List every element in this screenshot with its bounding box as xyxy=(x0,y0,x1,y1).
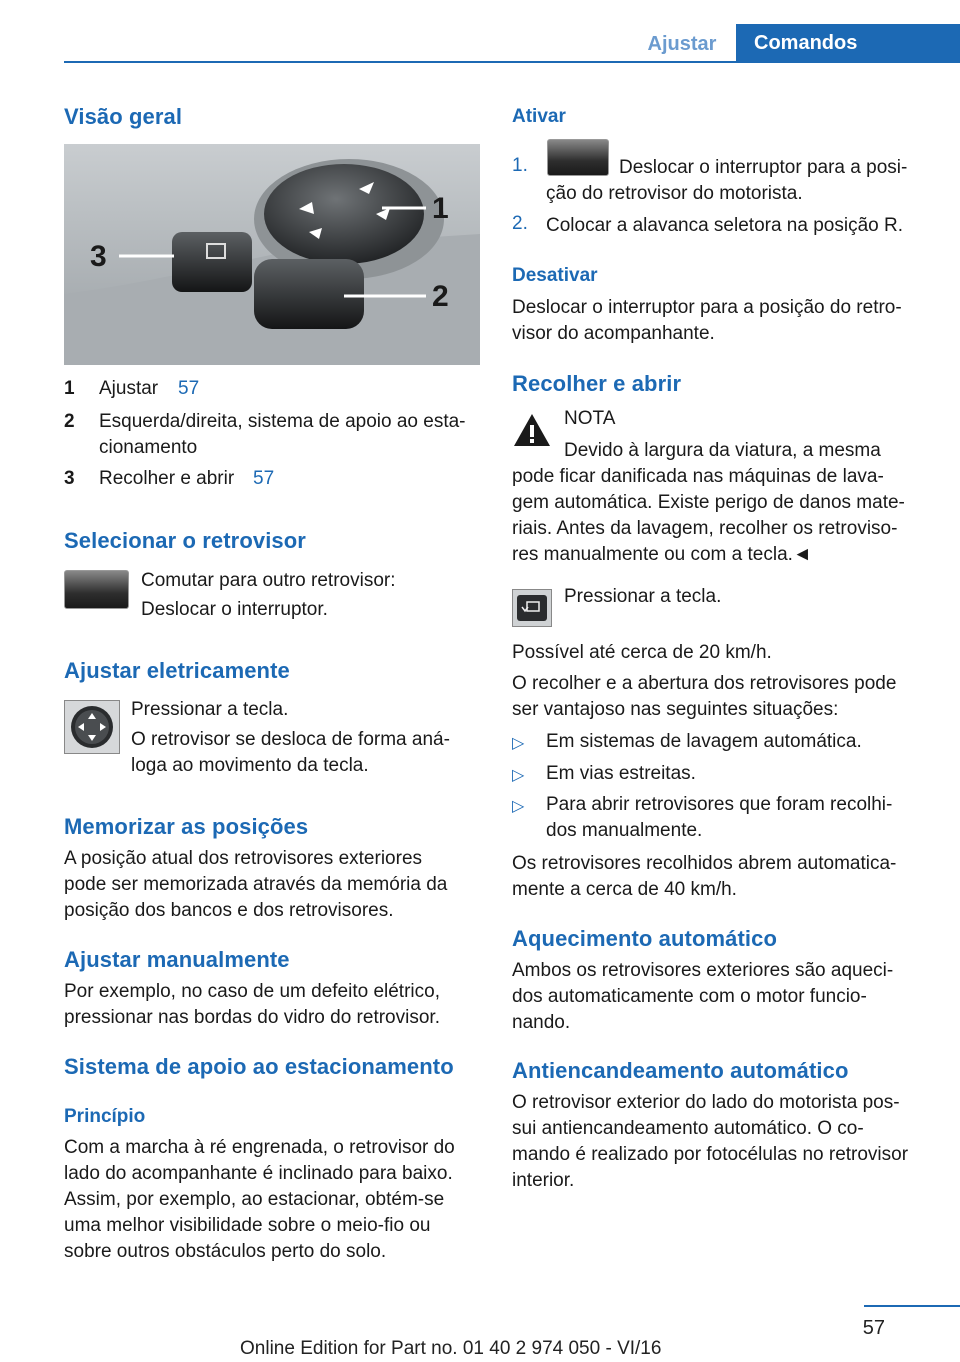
prin-line-2: lado do acompanhante é inclinado para baixo. xyxy=(64,1163,453,1184)
heading-ativar: Ativar xyxy=(512,106,566,127)
nota-line-3: gem automática. Existe perigo de danos mate‐ xyxy=(512,492,905,513)
fold-button-icon xyxy=(512,589,552,627)
legend-ref-3[interactable]: 57 xyxy=(253,468,275,489)
footer-rule xyxy=(864,1305,960,1307)
heading-visao-geral: Visão geral xyxy=(64,104,183,129)
ativar-text-2: Colocar a alavanca seletora na posição R. xyxy=(546,215,903,236)
recolhidos-line-1: Os retrovisores recolhidos abrem automatica‐ xyxy=(512,853,897,874)
header-tab-comandos[interactable]: Comandos xyxy=(736,24,960,62)
warning-icon xyxy=(512,410,552,450)
nota-line-1: Devido à largura da viatura, a mesma xyxy=(564,440,881,461)
ativar-num-1: 1. xyxy=(512,155,528,176)
mem-line-1: A posição atual dos retrovisores exteriores xyxy=(64,848,423,869)
sel-text-2: Deslocar o interruptor. xyxy=(141,599,328,620)
page-number: 57 xyxy=(862,1317,885,1339)
nota-line-2: pode ficar danificada nas máquinas de lava‐ xyxy=(512,466,884,487)
heading-recolher: Recolher e abrir xyxy=(512,371,682,396)
header-tab-ajustar[interactable]: Ajustar xyxy=(647,33,717,55)
nota-line-5: res manualmente ou com a tecla.◄ xyxy=(512,544,812,565)
rocker-switch-icon-small xyxy=(547,139,609,176)
nota-label: NOTA xyxy=(564,408,616,429)
heading-memorizar: Memorizar as posições xyxy=(64,814,309,839)
heading-antiencandeamento: Antiencandeamento automático xyxy=(512,1058,849,1083)
legend-ref-1[interactable]: 57 xyxy=(178,378,200,399)
adjust-pad-icon xyxy=(64,700,120,754)
sel-text-1: Comutar para outro retrovisor: xyxy=(141,570,396,591)
footer-edition: Online Edition for Part no. 01 40 2 974 050 - VI/16 xyxy=(240,1338,662,1359)
legend-num-1: 1 xyxy=(64,378,75,399)
legend-text-2b: cionamento xyxy=(99,437,198,458)
ativar-text-1a: Deslocar o interruptor para a posi‐ xyxy=(619,157,908,178)
header-rule xyxy=(64,61,960,63)
legend-text-2: Esquerda/direita, sistema de apoio ao esta‐ xyxy=(99,411,466,432)
recolhidos-line-2: mente a cerca de 40 km/h. xyxy=(512,879,737,900)
mirror-switch-photo xyxy=(64,144,480,365)
aquec-line-3: nando. xyxy=(512,1012,571,1033)
vant-line-2: ser vantajoso nas seguintes situações: xyxy=(512,699,839,720)
ativar-text-1b: ção do retrovisor do motorista. xyxy=(546,183,803,204)
ae-text-3: loga ao movimento da tecla. xyxy=(131,755,369,776)
aquec-line-2: dos automaticamente com o motor funcio‐ xyxy=(512,986,867,1007)
heading-selecionar: Selecionar o retrovisor xyxy=(64,528,306,553)
legend-text-3: Recolher e abrir xyxy=(99,468,235,489)
heading-ajustar-manualmente: Ajustar manualmente xyxy=(64,947,290,972)
prin-line-1: Com a marcha à ré engrenada, o retrovisor do xyxy=(64,1137,455,1158)
figure-label-2: 2 xyxy=(432,280,449,313)
lr-switch xyxy=(254,259,364,329)
press-text: Pressionar a tecla. xyxy=(564,586,722,607)
bullet-text-2: Em vias estreitas. xyxy=(546,763,696,784)
antienc-line-4: interior. xyxy=(512,1170,575,1191)
possivel-text: Possível até cerca de 20 km/h. xyxy=(512,642,772,663)
bullet-icon-1: ▷ xyxy=(512,735,525,752)
aquec-line-1: Ambos os retrovisores exteriores são aqueci‐ xyxy=(512,960,894,981)
heading-sistema-apoio: Sistema de apoio ao estacionamento xyxy=(64,1054,454,1079)
bullet-text-1: Em sistemas de lavagem automática. xyxy=(546,731,862,752)
figure-label-3: 3 xyxy=(90,240,107,273)
legend-num-2: 2 xyxy=(64,411,75,432)
prin-line-3: Assim, por exemplo, ao estacionar, obtém‐se xyxy=(64,1189,445,1210)
des-line-1: Deslocar o interruptor para a posição do retro‐ xyxy=(512,297,902,318)
bullet-icon-2: ▷ xyxy=(512,767,525,784)
prin-line-4: uma melhor visibilidade sobre o meio-fio ou xyxy=(64,1215,431,1236)
heading-ajustar-eletricamente: Ajustar eletricamente xyxy=(64,658,290,683)
rocker-switch-icon xyxy=(64,570,129,609)
adjust-knob xyxy=(264,164,424,264)
antienc-line-1: O retrovisor exterior do lado do motorista pos‐ xyxy=(512,1092,900,1113)
nota-line-4: riais. Antes da lavagem, recolher os retroviso‐ xyxy=(512,518,898,539)
legend-num-3: 3 xyxy=(64,468,75,489)
fold-button xyxy=(172,232,252,292)
mem-line-2: pode ser memorizada através da memória da xyxy=(64,874,448,895)
antienc-line-2: sui antiencandeamento automático. O co‐ xyxy=(512,1118,864,1139)
mem-line-3: posição dos bancos e dos retrovisores. xyxy=(64,900,394,921)
heading-desativar: Desativar xyxy=(512,265,598,286)
des-line-2: visor do acompanhante. xyxy=(512,323,715,344)
ae-text-2: O retrovisor se desloca de forma aná‐ xyxy=(131,729,450,750)
antienc-line-3: mando é realizado por fotocélulas no retrovisor xyxy=(512,1144,909,1165)
ativar-num-2: 2. xyxy=(512,213,528,234)
legend-text-1: Ajustar xyxy=(99,378,159,399)
figure-label-1: 1 xyxy=(432,192,449,225)
prin-line-5: sobre outros obstáculos perto do solo. xyxy=(64,1241,387,1262)
heading-principio: Princípio xyxy=(64,1106,146,1127)
heading-aquecimento: Aquecimento automático xyxy=(512,926,778,951)
bullet-text-3: Para abrir retrovisores que foram recolhi‐ xyxy=(546,794,893,815)
man-line-2: pressionar nas bordas do vidro do retrovisor. xyxy=(64,1007,440,1028)
bullet-icon-3: ▷ xyxy=(512,798,525,815)
bullet-text-3b: dos manualmente. xyxy=(546,820,703,841)
man-line-1: Por exemplo, no caso de um defeito elétrico, xyxy=(64,981,440,1002)
vant-line-1: O recolher e a abertura dos retrovisores pode xyxy=(512,673,897,694)
ae-text-1: Pressionar a tecla. xyxy=(131,699,289,720)
